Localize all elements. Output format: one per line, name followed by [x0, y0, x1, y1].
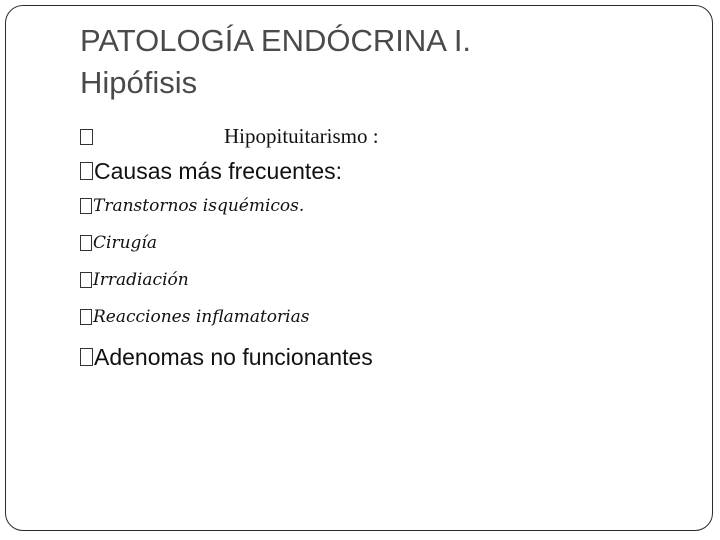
bullet-icon	[80, 235, 92, 251]
bullet-line-adenomas	[80, 344, 373, 371]
line-text: Causas más frecuentes:	[94, 158, 343, 184]
line-text: Reacciones inflamatorias	[93, 307, 310, 327]
bullet-line-causas	[80, 158, 342, 185]
line-text: Irradiación	[93, 270, 189, 290]
bullet-line-hipopituitarismo	[80, 124, 379, 149]
slide-title: PATOLOGÍA ENDÓCRINA I. Hipófisis	[80, 23, 472, 100]
bullet-icon	[80, 348, 93, 366]
line-text: Cirugía	[93, 233, 157, 253]
bullet-line-irradiacion	[80, 270, 189, 290]
line-text: Adenomas no funcionantes	[94, 344, 373, 370]
line-text: Transtornos isquémicos.	[93, 196, 305, 216]
bullet-line-cirugia	[80, 233, 157, 253]
bullet-icon	[80, 198, 92, 214]
bullet-icon	[80, 129, 93, 145]
bullet-icon	[80, 309, 92, 325]
bullet-icon	[80, 272, 92, 288]
bullet-line-transtornos	[80, 196, 304, 216]
bullet-line-reacciones	[80, 307, 309, 327]
line-text: Hipopituitarismo :	[224, 124, 379, 148]
bullet-icon	[80, 162, 93, 180]
